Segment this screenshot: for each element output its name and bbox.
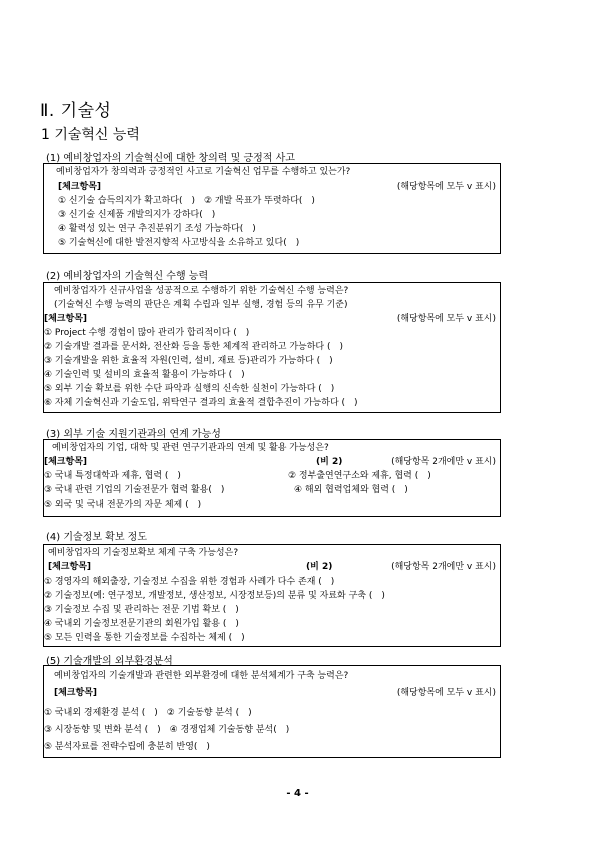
section-5-check-label: [체크항목] [54,688,98,698]
section-3-item: ③ 국내 관련 기업의 기술전문가 협력 활용( ) [44,485,225,495]
section-3-item: ② 정부출연연구소와 제휴, 협력 ( ) [288,471,431,481]
section-1-instruction: (해당항목에 모두 v 표시) [396,182,496,192]
section-4-check-label: [체크항목] [48,562,92,572]
section-4-item: ③ 기술정보 수집 및 관리하는 전문 기법 확보 ( ) [44,605,239,615]
section-1-item: ③ 신기술 신제품 개발의지가 강하다( ) [58,210,216,220]
section-1-title: (1) 예비창업자의 기술혁신에 대한 창의력 및 긍정적 사고 [46,153,295,164]
section-2-title: (2) 예비창업자의 기술혁신 수행 능력 [46,271,209,282]
section-4-title: (4) 기술정보 확보 정도 [46,532,147,543]
section-2-check-label: [체크항목] [44,314,88,324]
section-3-remark: (비 2) [316,457,343,467]
section-4-item: ① 경영자의 해외출장, 기술정보 수집을 위한 경험과 사례가 다수 존재 ( ) [44,577,335,587]
section-5-item: ③ 시장동향 및 변화 분석 ( ) ④ 경쟁업체 기술동향 분석( ) [44,725,290,735]
section-5-instruction: (해당항목에 모두 v 표시) [396,688,496,698]
section-2-instruction: (해당항목에 모두 v 표시) [396,314,496,324]
section-2-item: ② 기술개발 결과를 문서화, 전산화 등을 통한 체계적 관리하고 가능하다 ( ) [44,342,343,352]
section-4-item: ⑤ 모든 인력을 통한 기술정보를 수집하는 체제 ( ) [44,633,245,643]
section-5-item: ① 국내외 경제환경 분석 ( ) ② 기술동향 분석 ( ) [44,708,252,718]
section-1-item: ④ 활력성 있는 연구 추진분위기 조성 가능하다( ) [58,224,256,234]
section-3-box [43,439,501,517]
section-2-item: ① Project 수행 경험이 많아 관리가 합리적이다 ( ) [44,328,250,338]
section-4-remark: (비 2) [306,562,333,572]
section-4-box [43,544,501,647]
section-2-item: ③ 기술개발을 위한 효율적 자원(인력, 설비, 재료 등)관리가 가능하다 ( ) [44,356,333,366]
section-3-question: 예비창업자의 기업, 대학 및 관련 연구기관과의 연계 및 활용 가능성은? [52,443,329,453]
section-5-item: ⑤ 분석자료를 전략수립에 충분히 반영( ) [44,742,210,752]
section-3-item: ④ 해외 협력업체와 협력 ( ) [294,485,408,495]
section-2-question-note: (기술혁신 수행 능력의 판단은 계획 수립과 일부 실행, 경험 등의 유무 기준) [54,300,348,310]
section-2-box [43,282,501,413]
section-1-item: ① 신기술 습득의지가 확고하다( ) ② 개발 목표가 뚜렷하다( ) [58,196,315,206]
section-2-item: ⑥ 자체 기술혁신과 기술도입, 위탁연구 결과의 효율적 결합추진이 가능하다 ( ) [44,398,358,408]
section-3-instruction: (해당항목 2개에만 v 표시) [391,457,496,467]
section-1-check-label: [체크항목] [58,182,102,192]
section-1-box [43,163,501,254]
page-number: - 4 - [286,788,309,799]
section-1-item: ⑤ 기술혁신에 대한 발전지향적 사고방식을 소유하고 있다( ) [58,238,300,248]
section-2-question: 예비창업자가 신규사업을 성공적으로 수행하기 위한 기술혁신 수행 능력은? [54,286,349,296]
section-4-instruction: (해당항목 2개에만 v 표시) [391,562,496,572]
section-2-item: ④ 기술인력 및 설비의 효율적 활용이 가능하다 ( ) [44,370,245,380]
section-3-title: (3) 외부 기술 지원기관과의 연계 가능성 [46,429,221,440]
section-4-item: ② 기술정보(예: 연구정보, 개발정보, 생산정보, 시장정보등)의 분류 및 자료화 구축 ( ) [44,591,385,601]
section-3-item: ① 국내 특정대학과 제휴, 협력 ( ) [44,471,181,481]
section-heading: 1 기술혁신 능력 [41,127,140,143]
section-4-item: ④ 국내외 기술정보전문기관의 회원가입 활용 ( ) [44,619,239,629]
section-3-item: ⑤ 외국 및 국내 전문가의 자문 체제 ( ) [44,500,202,510]
section-1-question: 예비창업자가 창의력과 긍정적인 사고로 기술혁신 업무를 수행하고 있는가? [56,167,351,177]
section-2-item: ⑤ 외부 기술 확보를 위한 수단 파악과 실행의 신속한 실천이 가능하다 ( ) [44,384,335,394]
section-3-check-label: [체크항목] [44,457,88,467]
section-5-title: (5) 기술개발의 외부환경분석 [46,656,173,667]
page-heading: Ⅱ. 기술성 [40,101,112,121]
section-5-question: 예비창업자의 기술개발과 관련한 외부환경에 대한 분석체계가 구축 능력은? [54,671,349,681]
section-4-question: 예비창업자의 기술정보확보 체계 구축 가능성은? [48,548,239,558]
section-5-box [43,665,501,758]
